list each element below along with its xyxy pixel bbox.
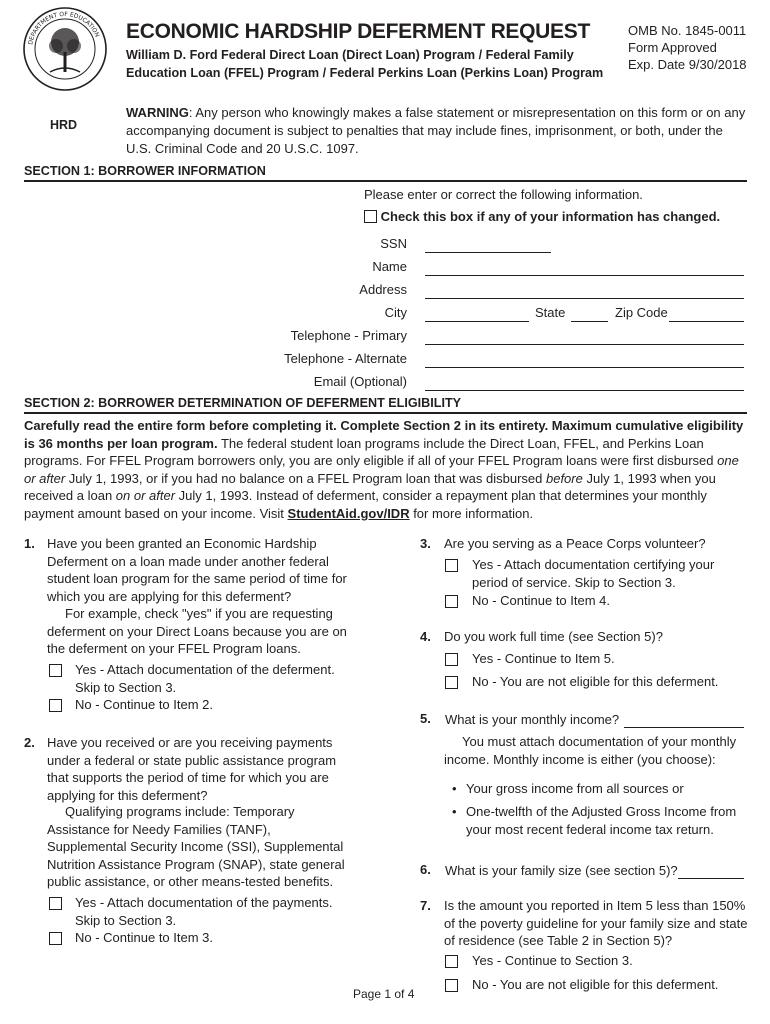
city-field[interactable]: [425, 307, 529, 322]
form-approved: Form Approved: [628, 40, 717, 55]
item7-no-label: No - You are not eligible for this deferment.: [472, 977, 719, 992]
form-subtitle: [126, 46, 621, 82]
phone-primary-label: Telephone - Primary: [290, 328, 407, 343]
item1-question: Have you been granted an Economic Hardship Deferment on a loan made under another federal student loan program for the same period of time for which you are applying for this deferment?: [47, 536, 347, 604]
info-changed-label: Check this box if any of your information has changed.: [380, 209, 721, 224]
item5-bullet2-marker: •: [452, 804, 457, 819]
section2-intro: [24, 417, 748, 523]
section1-heading: SECTION 1: BORROWER INFORMATION: [24, 164, 747, 182]
item1-no-label: No - Continue to Item 2.: [75, 697, 214, 712]
state-field[interactable]: [571, 307, 608, 322]
item1-number: 1.: [24, 536, 35, 551]
zip-label: Zip Code: [615, 305, 668, 320]
item2-note: Qualifying programs include: Temporary Assistance for Needy Families (TANF), Supplemental Security Income (SSI), Supplemental Nutrition Assistance Program (SNAP), state general public assistance, or other means-tested benefits.: [47, 804, 345, 890]
state-label: State: [535, 305, 566, 320]
item7-yes-checkbox[interactable]: [445, 955, 458, 968]
item1-note: For example, check "yes" if you are requesting deferment on your Direct Loans because you are on the deferment on your FFEL Program loans.: [47, 606, 347, 657]
info-changed-row: [364, 208, 720, 226]
email-field[interactable]: [425, 376, 744, 391]
intro-text: for more information.: [409, 505, 534, 521]
intro-text: July 1, 1993. Instead of deferment, consider a repayment plan that determines your monthly payment amount based on your income. Visit: [24, 488, 707, 521]
item7-no-checkbox[interactable]: [445, 979, 458, 992]
item2-no-checkbox[interactable]: [49, 932, 62, 945]
page-number: Page 1 of 4: [353, 987, 415, 1001]
item5-bullet1: Your gross income from all sources or: [466, 781, 684, 796]
phone-alternate-field[interactable]: [425, 353, 744, 368]
intro-italic: before: [545, 470, 583, 486]
section2-heading: SECTION 2: BORROWER DETERMINATION OF DEFERMENT ELIGIBILITY: [24, 396, 747, 414]
subtitle-line: William D. Ford Federal Direct Loan (Direct Loan) Program / Federal Family: [126, 48, 574, 62]
svg-text:DEPARTMENT OF EDUCATION: DEPARTMENT OF EDUCATION: [27, 10, 101, 46]
item4-no-label: No - You are not eligible for this deferment.: [472, 674, 719, 689]
omb-number: OMB No. 1845-0011: [628, 23, 747, 38]
intro-text: The federal student loan programs include the Direct Loan, FFEL, and Perkins Loan programs. For FFEL Program borrowers only, you are only eligible if all of your FFEL Program loans were first disbursed: [24, 435, 718, 469]
ssn-field[interactable]: [425, 238, 551, 253]
name-field[interactable]: [425, 261, 744, 276]
phone-alternate-label: Telephone - Alternate: [284, 351, 407, 366]
monthly-income-field[interactable]: [624, 713, 744, 728]
item2-number: 2.: [24, 735, 35, 750]
item2-yes-checkbox[interactable]: [49, 897, 62, 910]
zip-field[interactable]: [669, 307, 744, 322]
item5-bullet2: One-twelfth of the Adjusted Gross Income from your most recent federal income tax return.: [466, 804, 737, 837]
form-code: HRD: [50, 118, 78, 132]
warning-notice: [126, 104, 751, 158]
item6-number: 6.: [420, 862, 431, 877]
item4-number: 4.: [420, 629, 431, 644]
item7-question: Is the amount you reported in Item 5 less than 150% of the poverty guideline for your family size and state of residence (see Table 2 in Section 5)?: [444, 898, 748, 949]
section1-prompt: Please enter or correct the following information.: [364, 187, 643, 202]
item7-number: 7.: [420, 898, 431, 913]
item2-yes-label: Yes - Attach documentation of the payments. Skip to Section 3.: [75, 895, 333, 928]
warning-text: : Any person who knowingly makes a false statement or misrepresentation on this form or on any accompanying document is subject to penalties that may include fines, imprisonment, or both, under the U.S. Criminal Code and 20 U.S.C. 1097.: [126, 105, 746, 156]
item3-no-label: No - Continue to Item 4.: [472, 593, 611, 608]
info-changed-checkbox[interactable]: [364, 210, 377, 223]
ssn-label: SSN: [380, 236, 407, 251]
form-title: ECONOMIC HARDSHIP DEFERMENT REQUEST: [126, 20, 590, 43]
item2-question: Have you received or are you receiving payments under a federal or state public assistance program that supports the period of time for which you are applying for this deferment?: [47, 735, 337, 803]
item3-number: 3.: [420, 536, 431, 551]
email-label: Email (Optional): [313, 374, 407, 389]
department-of-education-seal: [22, 6, 108, 92]
studentaid-idr-link[interactable]: StudentAid.gov/IDR: [287, 505, 410, 521]
item6-question: What is your family size (see section 5)?: [445, 863, 678, 878]
item4-yes-checkbox[interactable]: [445, 653, 458, 666]
phone-primary-field[interactable]: [425, 330, 744, 345]
item7-yes-label: Yes - Continue to Section 3.: [472, 953, 633, 968]
item3-yes-checkbox[interactable]: [445, 559, 458, 572]
subtitle-line: Education Loan (FFEL) Program / Federal Perkins Loan (Perkins Loan) Program: [126, 66, 604, 80]
warning-label: WARNING: [126, 105, 189, 120]
family-size-field[interactable]: [678, 864, 744, 879]
item2-no-label: No - Continue to Item 3.: [75, 930, 214, 945]
intro-text: July 1, 1993 when you received a loan: [24, 470, 716, 504]
item4-yes-label: Yes - Continue to Item 5.: [472, 651, 615, 666]
expiration-date: Exp. Date 9/30/2018: [628, 57, 747, 72]
address-label: Address: [359, 282, 407, 297]
item3-no-checkbox[interactable]: [445, 595, 458, 608]
city-label: City: [384, 305, 407, 320]
item1-yes-label: Yes - Attach documentation of the deferment. Skip to Section 3.: [75, 662, 335, 695]
item3-question: Are you serving as a Peace Corps volunteer?: [444, 536, 706, 551]
intro-italic: on or after: [115, 488, 176, 504]
item5-bullet1-marker: •: [452, 781, 457, 796]
intro-bold: Carefully read the entire form before completing it. Complete Section 2 in its entirety. Maximum cumulative eligibility is 36 months per loan program.: [24, 418, 744, 451]
address-field[interactable]: [425, 284, 744, 299]
item5-question: What is your monthly income?: [445, 712, 620, 727]
item4-question: Do you work full time (see Section 5)?: [444, 629, 663, 644]
omb-block: [628, 22, 747, 73]
item5-number: 5.: [420, 711, 431, 726]
item5-note: You must attach documentation of your monthly income. Monthly income is either (you choose):: [444, 734, 737, 767]
item4-no-checkbox[interactable]: [445, 676, 458, 689]
item1-no-checkbox[interactable]: [49, 699, 62, 712]
intro-italic: one or after: [24, 453, 739, 486]
item1-yes-checkbox[interactable]: [49, 664, 62, 677]
item3-yes-label: Yes - Attach documentation certifying your period of service. Skip to Section 3.: [472, 557, 715, 590]
name-label: Name: [372, 259, 407, 274]
intro-text: July 1, 1993, or if you had no balance on a FFEL Program loan that was disbursed: [65, 470, 546, 486]
